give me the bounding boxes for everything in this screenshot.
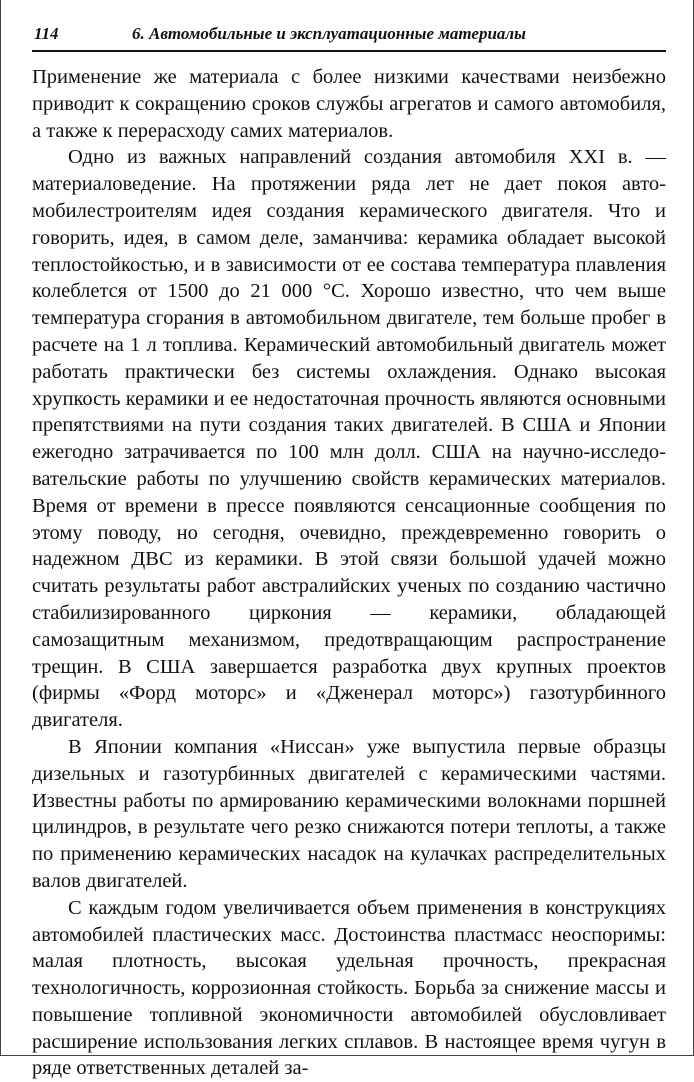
running-head [32, 20, 666, 52]
paragraph: В Японии компания «Ниссан» уже выпустила первые образцы дизельных и газотурбинных двигателей с керамическими частями. Известны работы по армированию керамическими волокнами поршней цилиндров, в результате чего резко снижаются потери теплоты, а также по применению керамических насадок на кулачках распределительных валов двигателей. [32, 735, 666, 892]
page-number: 114 [34, 24, 59, 43]
paragraph: С каждым годом увеличивается объем применения в конструкциях автомобилей пластических масс. Достоинства пластмасс неоспоримы: малая плотность, высокая удельная прочность, прекрасная технологичность, коррозионная стойкость. Борьба за снижение массы и повышение топливной экономичности автомобилей обусловливает расширение использования легких сплавов. В настоящее время чугун в ряде ответственных деталей за- [32, 896, 666, 1080]
chapter-title: 6. Автомобильные и эксплуатационные материалы [132, 24, 526, 43]
paragraph: Применение же материала с более низкими качествами неизбежно приводит к сокращению сроков службы агрегатов и самого автомобиля, а также к перерасходу самих материалов. [32, 66, 666, 142]
body-text [32, 64, 666, 1082]
paragraph: Одно из важных направлений создания автомобиля XXI в. — материаловедение. На протяжении ряда лет не дает покоя автомобилестроителям идея создания керамического двигателя. Что и говорить, идея, в самом деле, заманчива: керамика обладает высокой теплостойкостью, и в зависимости от ее состава температура плавления колеблется от 1500 до 21 000 °С. Хорошо известно, что чем выше температура сгорания в автомобильном двигателе, тем больше пробег в расчете на 1 л топлива. Керамический автомобильный двигатель может работать практически без системы охлаждения. Однако высокая хрупкость керамики и ее недостаточная прочность являются основными препятствиями на пути создания таких двигателей. В США и Японии ежегодно затрачивается по 100 млн долл. США на научно-исследовательские работы по улучшению свойств керамических материалов. Время от времени в прессе появляются сенсационные сообщения по этому поводу, но сегодня, очевидно, преждевременно говорить о надежном ДВС из керамики. В этой связи большой удачей можно считать результаты работ австралийских ученых по созданию частично стабилизированного циркония — керамики, обладающей самозащитным механизмом, предотвращающим распространение трещин. В США завершается разработка двух крупных проектов (фирмы «Форд моторс» и «Дженeрал моторс») газотурбинного двигателя. [32, 146, 666, 732]
